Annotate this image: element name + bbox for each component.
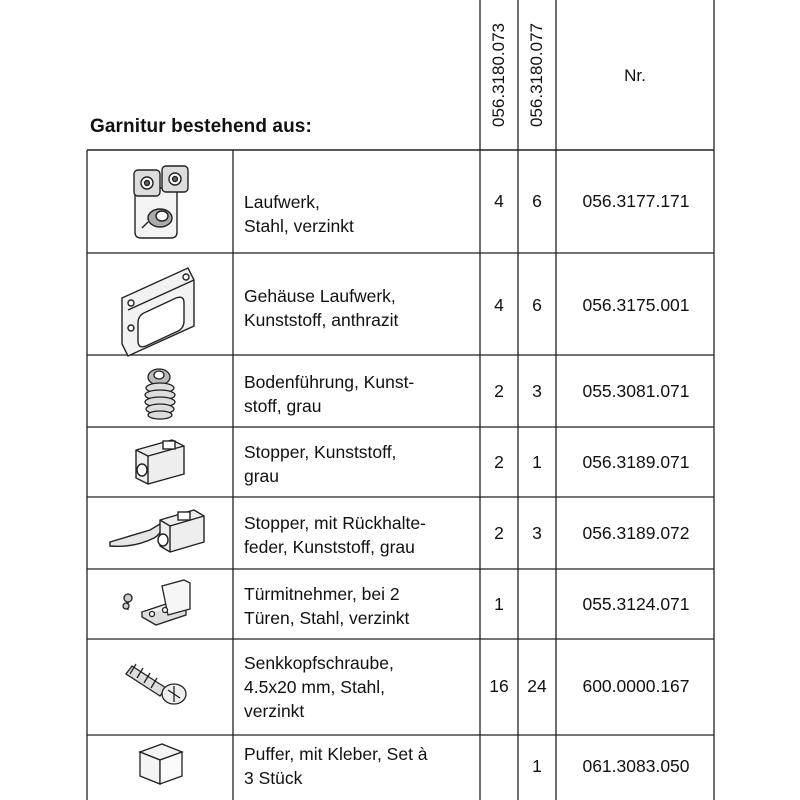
table-title: Garnitur bestehend aus: xyxy=(90,116,312,137)
countersunk-screw-icon xyxy=(126,664,186,704)
row-article-number: 056.3177.171 xyxy=(582,191,690,211)
row-qty-b: 3 xyxy=(532,523,542,543)
row-article-number: 056.3175.001 xyxy=(582,295,690,315)
row-article-number: 055.3081.071 xyxy=(582,381,690,401)
row-qty-b: 1 xyxy=(532,452,542,472)
row-qty-a: 2 xyxy=(494,523,504,543)
row-description: Bodenführung, Kunst- stoff, grau xyxy=(244,372,415,416)
row-description: Senkkopfschraube, 4.5x20 mm, Stahl, verzinkt xyxy=(244,653,394,721)
row-description: Puffer, mit Kleber, Set à 3 Stück xyxy=(244,744,428,788)
row-description: Stopper, mit Rückhalte- feder, Kunststoff, grau xyxy=(244,513,426,557)
row-qty-a: 4 xyxy=(494,191,504,211)
row-article-number: 055.3124.071 xyxy=(582,594,690,614)
row-qty-a: 2 xyxy=(494,381,504,401)
row-qty-b: 6 xyxy=(532,191,542,211)
row-description: Türmitnehmer, bei 2 Türen, Stahl, verzinkt xyxy=(244,584,410,628)
row-description: Stopper, Kunststoff, grau xyxy=(244,442,397,486)
row-article-number: 056.3189.071 xyxy=(582,452,690,472)
row-article-number: 600.0000.167 xyxy=(582,676,690,696)
row-article-number: 061.3083.050 xyxy=(582,756,690,776)
row-qty-b: 1 xyxy=(532,756,542,776)
stopper-spring-icon xyxy=(110,510,204,552)
row-qty-b: 3 xyxy=(532,381,542,401)
row-qty-a: 1 xyxy=(494,594,504,614)
row-description: Laufwerk, Stahl, verzinkt xyxy=(244,192,354,236)
column-header-nr: Nr. xyxy=(624,66,646,85)
row-qty-a: 2 xyxy=(494,452,504,472)
stopper-icon xyxy=(136,440,184,484)
row-qty-a: 4 xyxy=(494,295,504,315)
row-qty-b: 6 xyxy=(532,295,542,315)
column-header-056-3180-073: 056.3180.073 xyxy=(489,23,508,127)
adhesive-buffer-icon xyxy=(140,744,182,784)
carriage-housing-icon xyxy=(122,268,194,356)
row-description: Gehäuse Laufwerk, Kunststoff, anthrazit xyxy=(244,286,399,330)
door-driver-icon xyxy=(123,580,190,625)
row-qty-b: 24 xyxy=(527,676,547,696)
row-qty-a: 16 xyxy=(489,676,509,696)
carriage-icon xyxy=(134,166,188,238)
column-header-056-3180-077: 056.3180.077 xyxy=(527,23,546,127)
floor-guide-icon xyxy=(145,369,175,419)
row-article-number: 056.3189.072 xyxy=(582,523,690,543)
